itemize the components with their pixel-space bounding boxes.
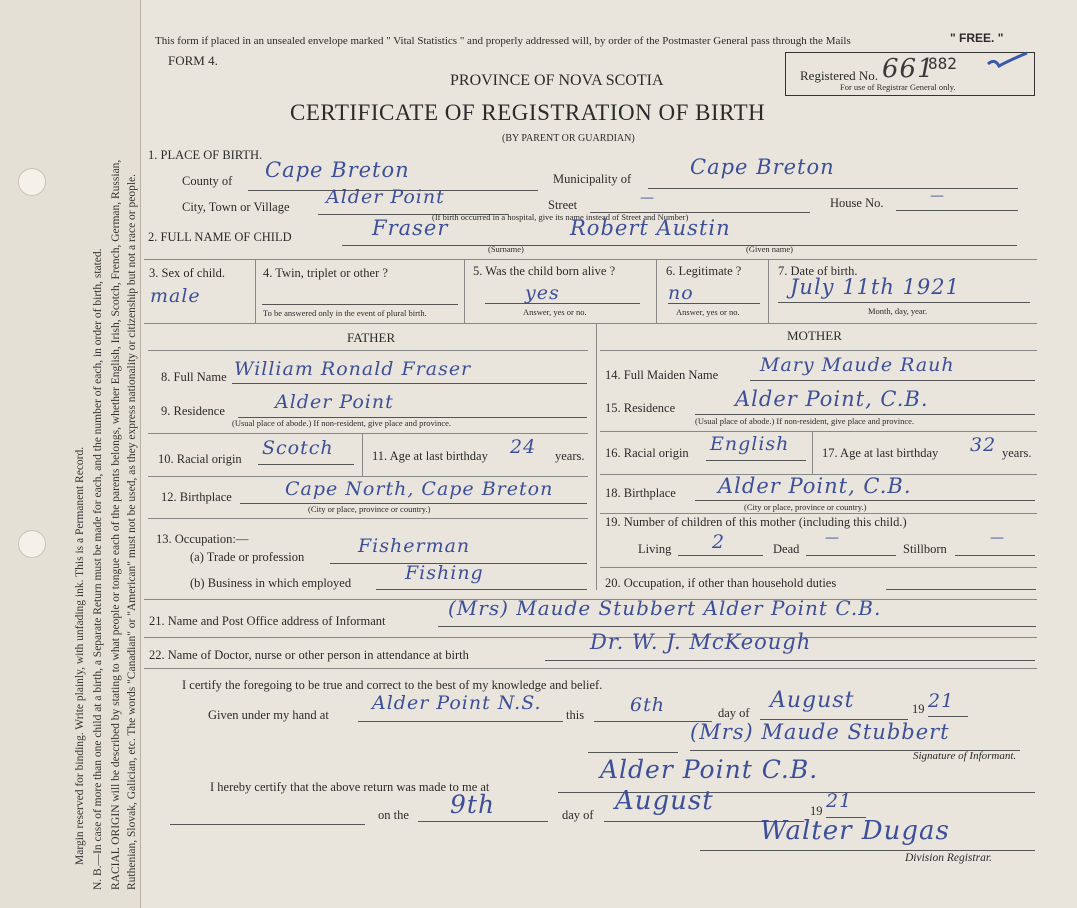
doctor-label: 22. Name of Doctor, nurse or other person in attendance at birth	[149, 648, 469, 662]
mother-residence-line	[695, 414, 1035, 415]
signature-line-left	[588, 752, 678, 753]
given-under-label: Given under my hand at	[208, 708, 329, 722]
house-label: House No.	[830, 196, 884, 210]
house-line	[896, 210, 1018, 211]
doctor-value: Dr. W. J. McKeough	[590, 630, 812, 654]
dead-value: —	[825, 530, 840, 546]
registrar-signature: Walter Dugas	[760, 816, 950, 846]
rule	[148, 476, 588, 477]
legitimate-line	[668, 303, 760, 304]
father-birthplace-label: 12. Birthplace	[161, 490, 232, 504]
living-label: Living	[638, 542, 672, 556]
informant-label: 21. Name and Post Office address of Informant	[149, 614, 386, 628]
registrar-year-value: 21	[826, 790, 853, 812]
county-value: Cape Breton	[265, 158, 410, 182]
rule	[144, 323, 1037, 324]
city-value: Alder Point	[326, 186, 445, 208]
municipality-value: Cape Breton	[690, 155, 835, 179]
mother-heading: MOTHER	[787, 328, 842, 343]
informant-value: (Mrs) Maude Stubbert Alder Point C.B.	[448, 596, 882, 620]
birthplace-note: (City or place, province or country.)	[308, 504, 431, 514]
given-year-value: 21	[928, 690, 955, 712]
province-name: PROVINCE OF NOVA SCOTIA	[450, 72, 664, 89]
father-race-line	[258, 464, 354, 465]
mother-name-value: Mary Maude Rauh	[760, 354, 955, 376]
occupation-label: 13. Occupation:—	[156, 532, 249, 546]
punch-hole	[18, 530, 46, 558]
margin-instruction-2: N. B.—In case of more than one child at a birth, a Separate Return must be made for each, and the number of each, in order of birth, stated.	[92, 248, 104, 890]
dob-line	[778, 302, 1030, 303]
dead-label: Dead	[773, 542, 800, 556]
certificate-title: CERTIFICATE OF REGISTRATION OF BIRTH	[290, 100, 766, 125]
informant-line	[438, 626, 1036, 627]
informant-signature: (Mrs) Maude Stubbert	[690, 720, 950, 744]
given-year-line	[928, 716, 968, 717]
place-of-birth-label: 1. PLACE OF BIRTH.	[148, 148, 263, 162]
signature-informant-caption: Signature of Informant.	[913, 750, 1017, 762]
rule	[170, 824, 365, 825]
stillborn-line	[955, 555, 1035, 556]
rule	[600, 431, 1037, 432]
registrar-month-value: August	[615, 786, 714, 816]
registered-stamp: 882	[928, 54, 957, 73]
rule	[148, 518, 588, 519]
street-value: —	[640, 190, 655, 206]
legitimate-label: 6. Legitimate ?	[666, 264, 742, 278]
city-label: City, Town or Village	[182, 200, 290, 214]
rule	[148, 350, 588, 351]
business-value: Fishing	[405, 562, 484, 584]
mother-age-value: 32	[970, 434, 997, 456]
trade-value: Fisherman	[358, 535, 471, 557]
municipality-line	[648, 188, 1018, 189]
child-surname-value: Fraser	[372, 216, 449, 240]
given-day-value: 6th	[630, 694, 665, 716]
residence-note: (Usual place of abode.) If non-resident, give place and province.	[232, 418, 452, 428]
given-place-value: Alder Point N.S.	[372, 692, 542, 714]
father-name-line	[232, 383, 587, 384]
day-of-label: day of	[718, 706, 750, 720]
father-residence-value: Alder Point	[275, 391, 394, 413]
stillborn-label: Stillborn	[903, 542, 947, 556]
business-line	[376, 589, 587, 590]
alive-line	[485, 303, 640, 304]
on-the-label: on the	[378, 808, 409, 822]
mother-age-unit: years.	[1002, 446, 1032, 460]
house-value: —	[930, 188, 945, 204]
sex-label: 3. Sex of child.	[149, 266, 226, 280]
surname-caption: (Surname)	[488, 244, 524, 254]
certificate-subtitle: (BY PARENT OR GUARDIAN)	[502, 133, 635, 144]
rule	[600, 513, 1037, 514]
mother-occupation-line	[886, 589, 1036, 590]
sex-value: male	[150, 285, 201, 307]
mother-birthplace-line	[695, 500, 1035, 501]
alive-note: Answer, yes or no.	[523, 307, 587, 317]
business-label: (b) Business in which employed	[190, 576, 352, 590]
father-heading: FATHER	[347, 330, 396, 345]
rule	[600, 350, 1037, 351]
margin-instruction-3: RACIAL ORIGIN will be described by stating to what people or tongue each of the parents belongs, whether English, Irish, Scotch, French, German, Russian,	[110, 159, 122, 890]
rule	[144, 259, 1037, 260]
father-birthplace-value: Cape North, Cape Breton	[285, 478, 554, 500]
margin-instruction-4: Ruthenian, Slovak, Galician, etc. The words "Canadian" or "American" must not be used, as they express nationality or citizenship but not a race or people.	[126, 173, 138, 890]
living-value: 2	[712, 531, 726, 553]
twin-line	[262, 304, 458, 305]
punch-hole	[18, 168, 46, 196]
rule	[362, 433, 363, 476]
father-age-unit: years.	[555, 449, 585, 463]
full-name-label: 2. FULL NAME OF CHILD	[148, 230, 292, 244]
checkmark-icon	[985, 50, 1030, 72]
given-place-line	[358, 721, 563, 722]
form-number: FORM 4.	[168, 53, 218, 68]
rule	[148, 433, 588, 434]
father-race-label: 10. Racial origin	[158, 452, 242, 466]
free-label: " FREE. "	[950, 31, 1004, 45]
living-line	[678, 555, 763, 556]
twin-note: To be answered only in the event of plural birth.	[263, 308, 427, 318]
rule	[144, 668, 1037, 669]
margin-rule	[140, 0, 141, 908]
mother-race-line	[706, 460, 806, 461]
trade-label: (a) Trade or profession	[190, 550, 305, 564]
registrar-day-line	[418, 821, 548, 822]
alive-value: yes	[525, 282, 560, 304]
birthplace-note: (City or place, province or country.)	[744, 502, 867, 512]
mother-name-label: 14. Full Maiden Name	[605, 368, 719, 382]
full-name-line	[342, 245, 1017, 246]
this-label: this	[566, 708, 585, 722]
mother-age-label: 17. Age at last birthday	[822, 446, 939, 460]
registrar-place-value: Alder Point C.B.	[600, 755, 819, 784]
mother-name-line	[750, 380, 1035, 381]
registered-label: Registered No.	[800, 68, 878, 83]
legitimate-note: Answer, yes or no.	[676, 307, 740, 317]
reg-day-of-label: day of	[562, 808, 594, 822]
mother-race-label: 16. Racial origin	[605, 446, 689, 460]
father-residence-label: 9. Residence	[161, 404, 225, 418]
father-name-label: 8. Full Name	[161, 370, 227, 384]
margin-instruction-1: Margin reserved for binding. Write plainly, with unfading ink. This is a Permanent Record.	[74, 446, 86, 865]
mother-residence-value: Alder Point, C.B.	[735, 387, 929, 411]
doctor-line	[545, 660, 1035, 661]
municipality-label: Municipality of	[553, 172, 632, 186]
residence-note: (Usual place of abode.) If non-resident, give place and province.	[695, 416, 915, 426]
legitimate-value: no	[668, 282, 694, 304]
street-label: Street	[548, 198, 578, 212]
mother-birthplace-label: 18. Birthplace	[605, 486, 676, 500]
rule	[600, 567, 1037, 568]
mother-residence-label: 15. Residence	[605, 401, 676, 415]
registrar-signature-line	[700, 850, 1035, 851]
registrar-note: For use of Registrar General only.	[840, 82, 956, 92]
registrar-certify-label: I hereby certify that the above return was made to me at	[210, 780, 490, 794]
registrar-day-value: 9th	[450, 790, 496, 819]
registered-number: 661	[882, 54, 935, 84]
mother-birthplace-value: Alder Point, C.B.	[718, 474, 912, 498]
hospital-note: (If birth occurred in a hospital, give its name instead of Street and Number)	[432, 212, 689, 222]
given-name-caption: (Given name)	[746, 244, 793, 254]
children-label: 19. Number of children of this mother (including this child.)	[605, 515, 907, 529]
rule	[255, 259, 256, 323]
certify-statement: I certify the foregoing to be true and correct to the best of my knowledge and belief.	[182, 678, 603, 692]
given-month-value: August	[770, 688, 855, 713]
mail-notice: This form if placed in an unsealed envelope marked " Vital Statistics " and properly addressed will, by order of the Postmaster General pass through the Mails	[155, 35, 851, 47]
twin-label: 4. Twin, triplet or other ?	[263, 266, 388, 280]
rule	[768, 259, 769, 323]
reg-year-prefix: 19	[810, 804, 823, 818]
dob-label: 7. Date of birth.	[778, 264, 858, 278]
mother-occupation-label: 20. Occupation, if other than household duties	[605, 576, 837, 590]
father-race-value: Scotch	[262, 437, 334, 459]
rule	[464, 259, 465, 323]
child-given-name-value: Robert Austin	[570, 216, 731, 240]
father-age-value: 24	[510, 436, 537, 458]
father-age-label: 11. Age at last birthday	[372, 449, 488, 463]
dob-note: Month, day, year.	[868, 306, 928, 316]
county-label: County of	[182, 174, 233, 188]
rule	[656, 259, 657, 323]
rule	[812, 431, 813, 474]
rule	[596, 323, 597, 590]
division-registrar-caption: Division Registrar.	[905, 852, 992, 864]
dead-line	[806, 555, 896, 556]
given-year-prefix: 19	[912, 702, 925, 716]
alive-label: 5. Was the child born alive ?	[473, 264, 616, 278]
mother-race-value: English	[710, 433, 790, 455]
father-name-value: William Ronald Fraser	[234, 358, 472, 380]
stillborn-value: —	[990, 530, 1005, 546]
dob-value: July 11th 1921	[790, 275, 961, 299]
